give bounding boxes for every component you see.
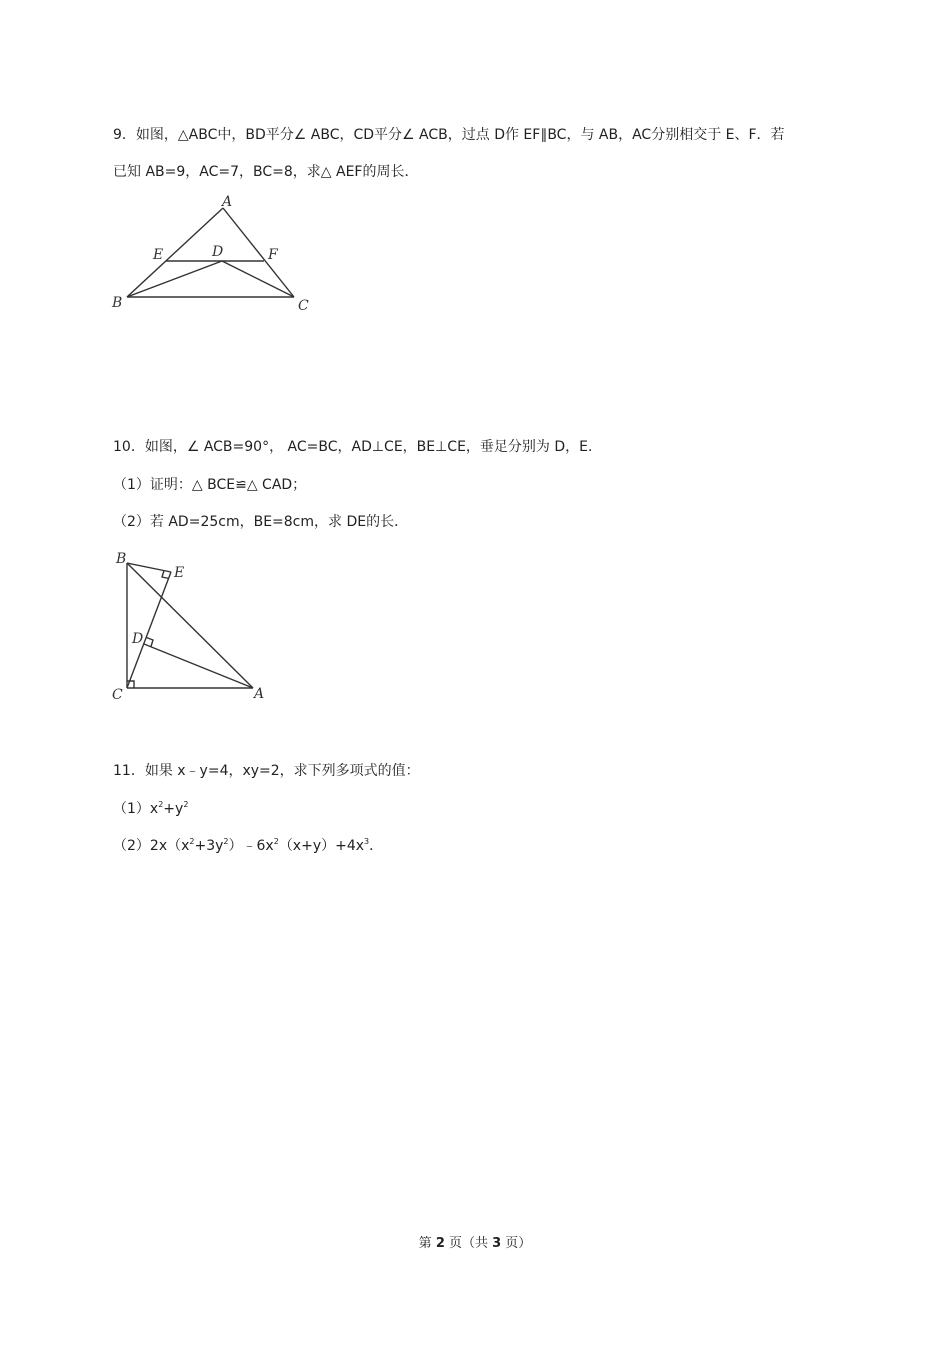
q10-label-c: C — [112, 687, 123, 703]
q11-p2-d: （x+y）+4x — [278, 838, 365, 854]
q11-p1-prefix: （1）x — [113, 801, 159, 817]
q9-segment-bd — [127, 261, 222, 297]
q10-label-e: E — [174, 565, 185, 581]
q11-line-1: 11．如果 x﹣y=4，xy=2，求下列多项式的值： — [113, 763, 420, 779]
q11-p1-mid: +y — [163, 801, 184, 817]
q11-p2-exp2: 2 — [223, 837, 229, 846]
q11-p2-exp4: 3 — [364, 837, 370, 846]
q10-label-d: D — [132, 631, 144, 647]
q9-label-f: F — [268, 247, 278, 263]
footer-total-pages: 3 — [492, 1236, 502, 1251]
q11-p1-exp2: 2 — [183, 800, 189, 809]
q11-p2-c: ）﹣6x — [228, 838, 274, 854]
q10-label-b: B — [116, 551, 127, 567]
q10-segment-ad — [144, 644, 253, 688]
q11-p1-exp1: 2 — [158, 800, 164, 809]
q11-part-2 — [113, 835, 383, 855]
q10-segment-ce — [127, 572, 171, 688]
footer-page-number: 2 — [435, 1236, 445, 1251]
q10-line-3: （2）若 AD=25cm，BE=8cm，求 DE的长． — [113, 514, 409, 530]
q10-label-a: A — [254, 686, 265, 702]
q9-line-2: 已知 AB=9，AC=7，BC=8，求△ AEF的周长． — [113, 164, 419, 180]
page-footer — [0, 1232, 950, 1251]
q9-label-c: C — [298, 298, 309, 314]
q11-part-1 — [113, 798, 188, 818]
q9-figure — [108, 192, 318, 314]
q9-segment-cd — [222, 261, 294, 297]
q11-p2-b: +3y — [194, 838, 224, 854]
q10-line-2: （1）证明：△ BCE≌△ CAD； — [113, 477, 307, 493]
q9-label-d: D — [212, 244, 224, 260]
q10-side-ab — [127, 563, 253, 688]
q11-p2-exp1: 2 — [189, 837, 195, 846]
q11-p2-exp3: 2 — [273, 837, 279, 846]
q9-label-a: A — [222, 194, 233, 210]
q9-label-e: E — [153, 247, 164, 263]
q9-label-b: B — [112, 295, 123, 311]
q9-line-1: 9．如图，△ABC中，BD平分∠ ABC，CD平分∠ ACB，过点 D作 EF∥BC，与 AB，AC分别相交于 E、F．若 — [113, 127, 785, 143]
q11-p2-e: ． — [369, 838, 384, 854]
footer-pre: 第 — [418, 1236, 436, 1251]
q9-side-ac — [223, 208, 294, 297]
q10-figure — [108, 548, 273, 703]
q9-side-ab — [127, 208, 223, 297]
footer-post: 页） — [501, 1236, 532, 1251]
q11-p2-a: （2）2x（x — [113, 838, 190, 854]
q10-line-1: 10．如图，∠ ACB=90°， AC=BC，AD⊥CE，BE⊥CE，垂足分别为 D，E． — [113, 439, 603, 455]
footer-mid: 页（共 — [444, 1236, 493, 1251]
